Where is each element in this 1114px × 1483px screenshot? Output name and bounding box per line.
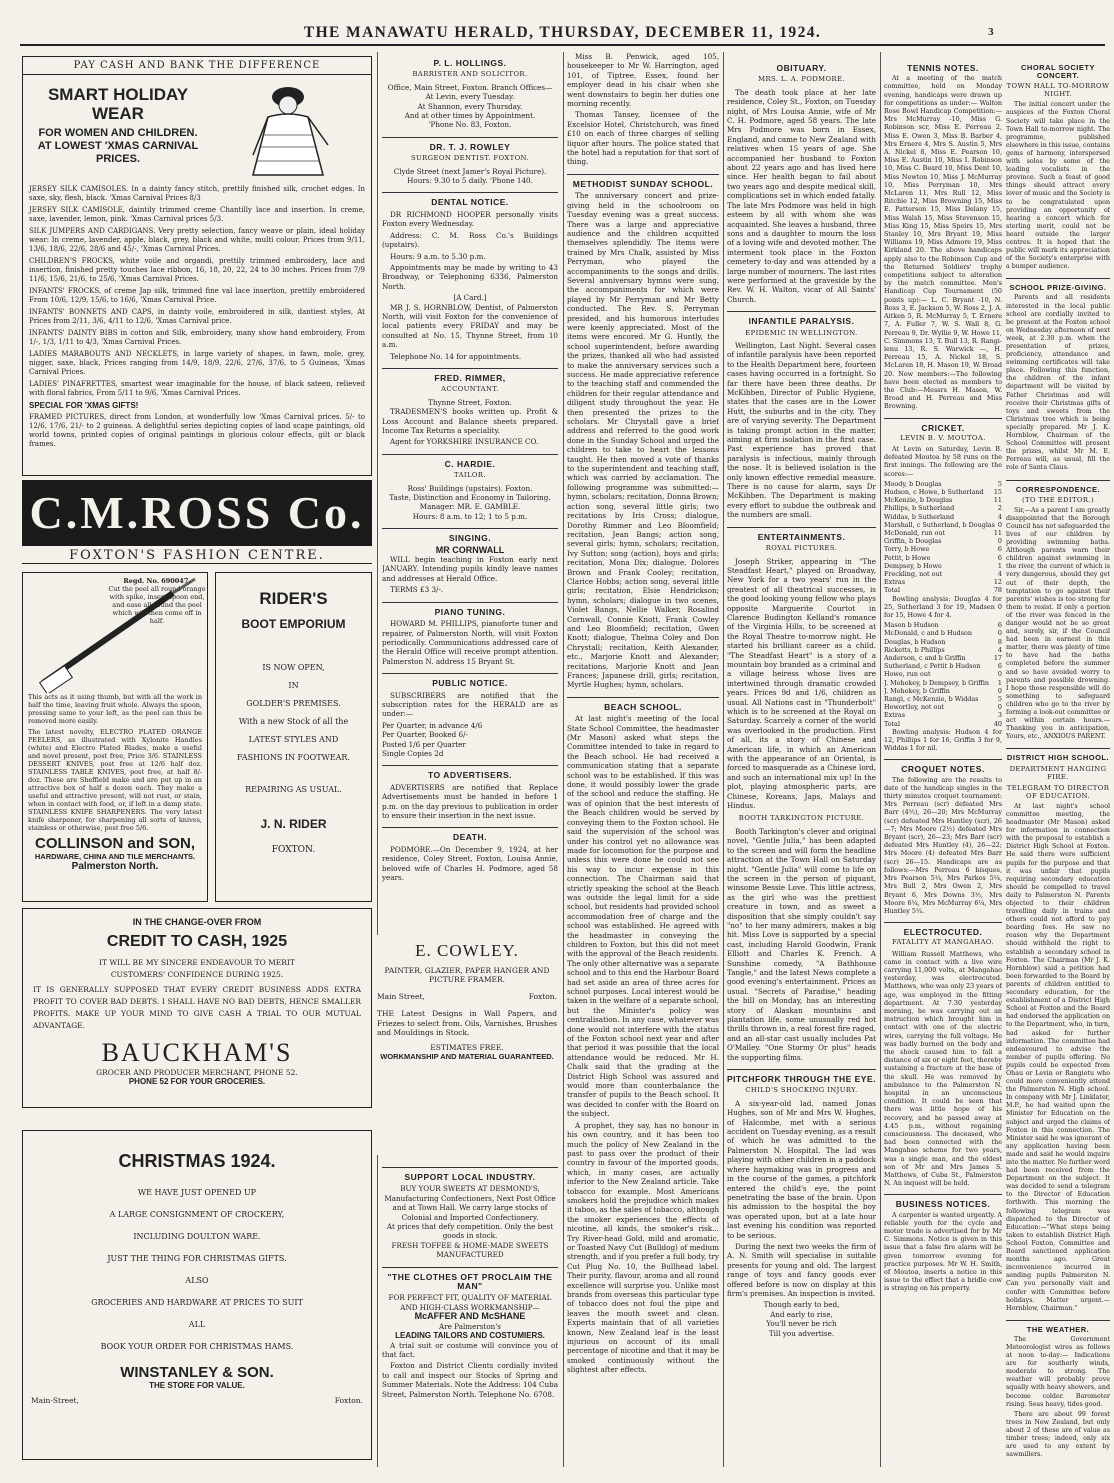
batsman: McDonald, c and b Hudson <box>884 629 973 638</box>
support-line: BUY YOUR SWEETS AT DESMOND'S, <box>400 1184 540 1194</box>
cowley-body: THE Latest Designs in Wall Papers, and Friezes to select from. Oils, Varnishes, Brushes and Mouldings in Stock. <box>377 1009 557 1037</box>
collinson-town: Palmerston North. <box>71 861 159 872</box>
batsman: Dempsey, b Howe <box>884 561 942 570</box>
runs: 11 <box>993 528 1002 537</box>
column-rule <box>377 52 378 1467</box>
public-heading: PUBLIC NOTICE. <box>382 673 558 688</box>
correspondence-body: Sir,—As a parent I am greatly disappointed that the Borough Council has not safeguarded the lives of our children by providing swimming baths. Although parents warn their children against swimming in the river, the current of which is very dangerous, should they get out of their depth, the temptation to go against their parents' wishes is too strong for them to resist. If only a portion of the river was fenced in the danger would not be so great and, surely, sir, if the Council had been in earnest in this matter, there was plenty of time to have had the baths completed before the summer and so have avoided worry to parents and possible drowning. I hope those responsible will do something to safeguard children who go to the river by forming a look-out committee or act within certain hours.—Thanking you in anticipation, Yours, etc., ANXIOUS PARENT. <box>1006 506 1110 741</box>
christmas-title: CHRISTMAS 1924. <box>118 1151 276 1171</box>
rimmer-line: Thynne Street, Foxton. <box>428 397 512 407</box>
collinson-name: COLLINSON and SON, <box>34 835 195 852</box>
verse-line: You'll never be rich <box>766 1319 837 1329</box>
dental-line: Hours: 9 a.m. to 5.30 p.m. <box>390 251 486 261</box>
cowley-guarantee: WORKMANSHIP AND MATERIAL GUARANTEED. <box>380 1051 554 1061</box>
column-news-1 <box>567 52 719 1467</box>
ross-tagline: FOXTON'S FASHION CENTRE. <box>22 548 372 564</box>
hardie-line: Manager: MR. E. GAMBLE. <box>419 502 521 512</box>
tennis-body: At a meeting of the match committee, held on Monday evening, handicaps were drawn up for competitions as under:— Walton Rose Bowl Handicap Competition:—Mrs McMurray -10, Miss G. Robinson scr, Miss E. Perreau 2, Miss E. Owen 3, Miss B. Barber 4, Mrs Ernere 4, Mrs S. Austin 5, Mrs A. Nickel 8, Miss E. Pearson 10, Miss E. Austin 10, Miss I. Robinson 10, Miss C. Beard 10, Miss Dent 10, Miss Newton 10, Miss J. McMurray 10, Miss Perryman 10, Mrs McLaren 11, Mrs Rull 12, Miss Ritchie 12, Miss Browning 15, Miss E. Patterson 15, Miss Delany 15, Miss Walsh 15, Miss Stevenson 15, Miss King 15, Miss Speirs 15, Mrs Stanley 10, Mrs Bryant 19, Miss Williams 19, Miss Admore 19, Miss Kirkland 20. The above handicaps apply also to the Robinson Cup and the Returned Soldiers' trophy competitions subject to alteration by the match committee. Men's Handicap Cup Tournament (50 points up):— L. C. Bryant -10, N. Ross 3, E. Jackson 5, W. Ross 2, J. A. Aitken 5, R. McMurray 5, T. Ernere 7, A. Fuller 7, W. S. Wall 8, G. Perreau 9, Dr. Wyllie 9, W. Howe 11, C. Simmons 13, T. Bull 13, R. Rangi-lenu 13, R. S. Warwick —, H. Perreau 15, A. Nickel 18, S. McLaren 18, H. Mason 19, W. Broad 20. New members:—The following have been elected as members to the Club:—Messrs H. Mason, W. Broad and H. Perreau and Miss Browning. <box>884 74 1002 411</box>
ross-item: INFANTS' BONNETS AND CAPS, in dainty voile, embroidered in silk, dantiest styles, At Prices from 2/11, 3/6, 4/11 to 12/6, 'Xmas Carnival price. <box>29 308 365 325</box>
rider-line: LATEST STYLES AND <box>248 735 339 744</box>
score-row <box>884 545 1002 553</box>
correspondence-subheading: (TO THE EDITOR.) <box>1021 495 1095 504</box>
methodist-heading: METHODIST SUNDAY SCHOOL. <box>567 174 719 189</box>
batsman: Torry, b Howe <box>884 545 930 554</box>
news-paragraph: Thomas Tansey, licensee of the Excelsior Hotel, Christchurch, was fined £10 on each of three charges of selling liquor after hours. The police stated that the hotel had a reputation for that sort of thing. <box>567 110 719 167</box>
ross-item: SILK JUMPERS AND CARDIGANS. Very pretty selection, fancy weave or plain, ideal holiday wear: In creme, lavender, apple, black, grey, black and white, multi colour. Prices from 9/11, 13/6, 18/6, 22/6, 28/6 and 45/-, 'Xmas Carnival Prices. <box>29 227 365 253</box>
ross-special: SPECIAL FOR 'XMAS GIFTS! <box>29 401 139 410</box>
cricket-heading: CRICKET. <box>884 418 1002 432</box>
score-row <box>884 654 1002 662</box>
beach-heading: BEACH SCHOOL. <box>567 697 719 712</box>
obituary-subheading: MRS. L. A. PODMORE. <box>758 75 845 84</box>
bauckham-line: IT WILL BE MY SINCERE ENDEAVOUR TO MERIT <box>99 958 295 967</box>
verse-line: And early to rise, <box>770 1309 833 1319</box>
dental-line: Telephone No. 14 for appointments. <box>390 351 522 361</box>
levin-scores <box>884 480 1002 595</box>
batsman: Ricketts, b Phillips <box>884 645 945 654</box>
column-news-3 <box>1006 52 1110 1467</box>
rowley-line: Clyde Street (next Jamer's Royal Picture). <box>393 166 547 176</box>
winstanley-line: BOOK YOUR ORDER FOR CHRISTMAS HAMS. <box>100 1342 294 1351</box>
clothes-line: FOR PERFECT FIT, QUALITY OF MATERIAL AND HIGH-CLASS WORKMANSHIP— <box>388 1293 552 1312</box>
bauckham-name: BAUCKHAM'S <box>101 1038 293 1067</box>
choral-subheading: TOWN HALL TO-MORROW NIGHT. <box>1006 82 1110 99</box>
runs: 2 <box>997 504 1002 513</box>
score-row <box>884 687 1002 695</box>
runs: 12 <box>993 578 1002 587</box>
clothes-line: A trial suit or costume will convince you of that fact. <box>382 1340 558 1359</box>
ross-banner: PAY CASH AND BANK THE DIFFERENCE <box>23 57 371 75</box>
advertisers-body: ADVERTISERS are notified that Replace Advertisements must be handed in before 1 p.m. on the day previous to publication in order to ensure their insertion in the next issue. <box>382 782 558 820</box>
batsman: Griffin, b Douglas <box>884 537 942 546</box>
levin-bowling: Bowling analysis: Douglas 4 for 25, Sutherland 3 for 19, Madsen 0 for 15, Howe 4 for 4. <box>884 594 1002 619</box>
weather-body: The Government Meteorologist wires as follows at noon to-day:— Indications are for southerly winds, moderate to strong. The weather will probably prove squally with heavy showers, and become colder. Barometer rising. Seas heavy, tides good. <box>1006 1335 1110 1408</box>
batsman: J. Mohekey, b Griffin <box>884 686 950 695</box>
masthead <box>20 24 1105 46</box>
winstanley-line: JUST THE THING FOR CHRISTMAS GIFTS. <box>107 1254 287 1263</box>
entertainments-heading: ENTERTAINMENTS. <box>727 527 876 542</box>
runs: 6 <box>997 662 1002 671</box>
rider-town: FOXTON. <box>271 845 316 855</box>
prize-heading: SCHOOL PRIZE-GIVING. <box>1006 278 1110 292</box>
page-number: 3 <box>988 26 995 38</box>
paralysis-subheading: EPIDEMIC IN WELLINGTON. <box>745 328 858 337</box>
winstanley-line: INCLUDING DOULTON WARE. <box>133 1232 261 1241</box>
dental-line: DR RICHMOND HOOPER personally visits Foxton every Wednesday. <box>382 209 558 229</box>
bauckham-head: IN THE CHANGE-OVER FROM <box>132 917 262 927</box>
public-body: SUBSCRIBERS are notified that the subscription rates for the HERALD are as under:— <box>382 690 558 719</box>
moutoa-scores <box>884 621 1002 728</box>
news-paragraph: Miss B. Penwick, aged 105, housekeeper to Mr W. Harrington, aged 101, of Tiptree, Essex, found her employer dead in his chair when she went downstairs to begin her duties one morning recently. <box>567 52 719 109</box>
runs: 0 <box>997 537 1002 546</box>
croquet-body: The following are the results to date of the handicap singles in the thirty minutes croquet tournament: Mrs Perreau (scr) defeated Mrs Barr (4½), 26—20; Mrs McMurray (scr) defeated Mrs Huntley (scr), 26—7; Mrs Moore (2½) defeated Mrs Bryant (scr), 26—23; Mrs Barr (scr) defeated Mrs Huntley (4), 26—22; Mrs Moore (4) defeated Mrs Barr (scr) 26—15. Handicaps are as follows:—Mrs Perreau 6 bisques, Mrs Pearson 5¼, Mrs Parkes 5¼, Mrs Bull 2, Mrs Owen 2, Mrs Bryant 6, Mrs Downs 3½, Mrs Moore 6¼, Mrs McMurray 6¼, Mrs Huntley 5¼. <box>884 775 1002 915</box>
prize-body: Parents and all residents interested in the local public school are cordially invited to be present at the Foxton school on Wednesday afternoon of next week, at 2.30 p.m. when the presentation of prizes, proficiency, attendance and swimming certificates will take place. Following this function, the children of the infant department will be visited by Father Christmas and will receive their Christmas gifts of toys and sweets from the Christmas tree which is being specially prepared. Mr J. K. Hornblow, Chairman of the School Committee will present the prizes, whilst Mr M. E. Perreau will, as usual, fill the role of Santa Claus. <box>1006 294 1110 472</box>
batsman: Hudson, c Howe, b Sutherland <box>884 487 984 496</box>
bauckham-phone: PHONE 52 FOR YOUR GROCERIES. <box>128 1077 266 1086</box>
batsman: Mason b Hudson <box>884 621 939 630</box>
choral-body: The initial concert under the auspices of the Foxton Choral Society will take place in the Town Hall to-morrow night. The programme, published elsewhere in this issue, contains gems of harmony, interspersed with solos by some of the leading vocalists in the province. Such a feast of good things should attract every lover of music and the Society is to be congratulated upon providing an opportunity of hearing a concert which for sterling merit, could not be heard outside the larger centres. It is hoped that the public will mark its appreciation of the Society's enterprise with a bumper audience. <box>1006 101 1110 271</box>
score-row <box>884 480 1002 488</box>
winstanley-street: Main-Street, <box>31 1396 79 1405</box>
score-row <box>884 578 1002 586</box>
choral-heading: CHORAL SOCIETY CONCERT. <box>1021 63 1095 81</box>
batsman: J. Mohekey, b Dempsey, b Griffin <box>884 678 989 687</box>
entertainments-body: Joseph Striker, appearing in "The Steadfast Heart," played on Broadway, New York for a two years' run in the greatest of all theatrical successes, is the good looking young fellow who plays opposite Marguerite Courtot in Clarence Budington Kelland's romance of the Virginia Hills, to be screened at the Royal Theatre to-morrow night. He started his brilliant career as a child. "The Steadfast Heart" is a story of a mountain boy branded as a criminal and a village heiress whose lives are intertwined through dramatic crowded years. Prices 9d and 1/6, children as usual. All Nations cast in "Thunderbolt" which is to be screened at the Royal on Saturday. Scarcely a corner of the world was overlooked in the production. First of all, its a story of Chinese and American life, in which an American with the appearance of an Oriental, is forced to masquerade as a Chinese lord, and such an international mix up! In the plot, playing atmospheric parts, are Chinese, Koreans, Japs, Malays and Hindus. <box>727 556 876 811</box>
cricket-body: At Levin on Saturday, Levin B. defeated Moutoa by 58 runs on the first innings. The following are the scores:— <box>884 444 1002 478</box>
booth-body: Booth Tarkington's clever and original novel, "Gentle Julia," has been adapted to the screen and will form the headline attraction at the Town Hall on Saturday night. "Gentle Julia" will come to life on the screen in the person of piquant, winsome Bessie Love. This little actress, as the girl who was the prettiest creature in town, and as sweet a disposition that she simply couldn't say "no" to her many admirers, makes a big hit. Miss Love is supported by a special cast, including Harold Goodwin, Frank Elliott and Charles K. French. A Sunshine comedy, "A Bathhouse Tangle," and the latest News complete a good evening's entertainment. Prices as usual. "Secrets of Paradise," heading the bill on Monday, has an interesting story of Alaskan mountains and plantation life, some unusually red hot thrills thrown in, a real forest fire raged, and an all-star cast usually includes Pat O'Malley. "One Stormy Or plus" heads the supporting films. <box>727 826 876 1062</box>
ross-logo: C.M.ROSS Co. <box>22 480 372 546</box>
tobacco-paragraph: A prophet, they say, has no honour in his own country, and it has been too much the policy of New Zealand in the past to pass over the product of their country in favour of the imported goods, which, in many cases, are actually inferior to the New Zealand article. Take tobacco for example. Most Americans smokers hold the prejudice which makes it taboo, as the sales of tobacco, although the smoker experiences the effects of nicotine, all kinds, the smoker's risk... Try River-head Gold, mild and aromatic, or Toasted Navy Cut (Bulldog) of medium strength, and if you prefer a full body, try Cut Plug No. 10, the Bullhead label. Their purity, flavour, aroma and all round excellence will surprise you. Unlike most brands from overseas this particular type of tobacco does not foul the pipe and leaves the mouth sweet and clean. Experts maintain that of all varieties known, New Zealand leaf is the least injurious on account of its small percentage of nicotine and that it may be smoked continuously without the slightest after effects. <box>567 1120 719 1375</box>
batsman: Pettit, b Howe <box>884 553 931 562</box>
clothes-line: Are Palmerston's <box>439 1321 501 1331</box>
ross-item: LADIES' PINAFRETTES, smartest wear imaginable for the house, of black sateen, relieved with floral fabrics, From 5/11 to 9/6, 'Xmas Carnival Prices. <box>29 380 365 397</box>
bauckham-line: IT IS GENERALLY SUPPOSED THAT EVERY CREDIT BUSINESS ADDS EXTRA PROFIT TO COVER BAD DEBTS. I SHALL HAVE NO BAD DEBTS, HENCE SMALLER PROFITS. MAKE UP YOUR MIND TO GIVE CASH A TRIAL TO OUR MUTUAL ADVANTAGE. <box>33 985 361 1030</box>
batsman: Total <box>884 586 901 595</box>
hollings-title: BARRISTER AND SOLICITOR. <box>412 70 528 79</box>
singing-teacher: MR CORNWALL <box>435 544 505 555</box>
hollings-line: Office, Main Street, Foxton. Branch Offices— <box>387 82 553 92</box>
rider-line: REPAIRING AS USUAL. <box>245 785 342 794</box>
bauckham-line: CUSTOMERS' CONFIDENCE DURING 1925. <box>110 970 284 979</box>
support-heading: SUPPORT LOCAL INDUSTRY. <box>382 1167 558 1182</box>
clothes-line: LEADING TAILORS AND COSTUMIERS. <box>395 1331 545 1341</box>
runs: 15 <box>993 487 1002 496</box>
correspondence-heading: CORRESPONDENCE. <box>1006 480 1110 494</box>
clothes-firm: McAFFER AND McSHANE <box>414 1311 526 1322</box>
runs: 6 <box>997 553 1002 562</box>
column-rule <box>563 52 564 1467</box>
business-heading: BUSINESS NOTICES. <box>884 1194 1002 1208</box>
score-row <box>884 695 1002 703</box>
cowley-trade: PAINTER, GLAZIER, PAPER HANGER AND PICTURE FRAMER. <box>384 966 550 984</box>
runs: 11 <box>993 496 1002 505</box>
singing-terms: TERMS £3 3/-. <box>390 585 444 595</box>
ross-item: INFANTS' FROCKS, of creme Jap silk, trimmed fine val lace insertion, prettily embroidered From 10/6, 12/9, 15/6, to 16/6, 'Xmas Carnival Price. <box>29 287 365 304</box>
pitchfork-heading: PITCHFORK THROUGH THE EYE. <box>727 1069 876 1084</box>
bauckham-trade: GROCER AND PRODUCER MERCHANT, PHONE 52. <box>96 1068 298 1077</box>
rimmer-line: Agent for YORKSHIRE INSURANCE CO. <box>390 437 539 447</box>
death-notice: PODMORE.—On December 9, 1924, at her residence, Coley Street, Foxton, Louisa Annie, beloved wife of Charles H. Podmore, aged 58 years. <box>382 844 558 883</box>
bauckham-advertisement <box>22 908 372 1108</box>
rider-subtitle: BOOT EMPORIUM <box>241 617 346 631</box>
score-row <box>884 488 1002 496</box>
runs: 4 <box>997 645 1002 654</box>
score-row <box>884 562 1002 570</box>
runs: 0 <box>997 520 1002 529</box>
runs: 6 <box>997 545 1002 554</box>
support-line: At prices that defy competition. Only the best goods in stock. <box>386 1222 554 1241</box>
score-row <box>884 629 1002 637</box>
death-heading: DEATH. <box>382 827 558 842</box>
dental-line: Address: C. M. Ross Co.'s Buildings (upstairs). <box>382 230 558 250</box>
score-row <box>884 513 1002 521</box>
entertainments-subheading: ROYAL PICTURES. <box>765 544 838 553</box>
score-row <box>884 703 1002 711</box>
ross-item: LADIES MARABOUTS AND NECKLETS, in large variety of shapes, in fawn, mole, grey, nigger, saxe, black, Prices ranging from 14/9, 18/9, 22/6, 27/6, 37/6, to 5 Guineas, 'Xmas Carnival Prices. <box>29 350 365 376</box>
runs: 6 <box>997 621 1002 630</box>
batsman: Moody, b Douglas <box>884 479 942 488</box>
advertisers-heading: TO ADVERTISERS. <box>382 765 558 780</box>
runs: 1 <box>997 678 1002 687</box>
runs: 4 <box>997 512 1002 521</box>
hardie-line: Ross' Buildings (upstairs). Foxton. <box>407 483 533 493</box>
batsman: Total <box>884 719 901 728</box>
winstanley-line: GROCERIES AND HARDWARE AT PRICES TO SUIT <box>91 1298 303 1307</box>
methodist-body: The anniversary concert and prize-giving held in the schoolroom on Tuesday evening was a great success. There was a large and appreciative audience and the children acquitted themselves splendidly. The items were trained by Mrs Chalk, assisted by Miss Perryman, who played the accompaniments to the songs and drills. Several anniversary hymns were sung, the accompaniments for which were played by Mr Perryman and Mr Betty conducted. The Rev. S. Perryman presided, and his humorous interludes were keenly appreciated. Most of the items were encored. Mr G. Huntly, the school superintendent, before awarding the prizes, thanked all who had assisted to make the anniversary services such a success. He made appreciative reference to the teaching staff and commended the children for their regular attendance and diligent study throughout the year. He then presented the prizes to the scholars. Mr Chrystall gave a brief address and referred to the good work done in the Sunday School and urged the children to take to heart the lessons taught. He then moved a vote of thanks to the superintendent and teaching staff, which was carried by acclamation. The following programme was submitted:— hymn, scholars; recitation, Donna Brown; action song, several little girls; two recitations by Iris Cross; dialogue, Dorothy Rimmer and Leo Bloomfield; recitation, Jean Bangs; action song, several girls; hymn, scholars; recitation, Ivy Sutton; song (action), boys and girls; recitation, Mona Dix; dialogue, Dolores Brown and Frank Cooley; recitation, Clarice Hobbs; action song, several little girls; recitation, Elsie Hendrickson; hymn, scholars; dialogue in two scenes, Violet Bangs, Nellie Walker, Rosalind Cornwall, Connie Knott, Frank Cowley and Leo Bloomfield; recitation, Gwen Knott; dialogue, Thelma Coley and Don Chrystall; recitation, Keith Alexander, etc., Marjorie Knott and Alexander; recitations, Marjorie Knott and Jean Frances; Japanese drill, girls; recitation, Myrtle Hughes; hymn, scholars. <box>567 191 719 690</box>
rimmer-name: FRED. RIMMER, <box>382 368 558 383</box>
hardie-name: C. HARDIE. <box>382 454 558 469</box>
rimmer-line: TRADESMEN'S books written up. Profit & Loss Account and Balance sheets prepared. Income Tax Returns a speciality. <box>382 407 558 435</box>
ross-item: JERSEY SILK CAMISOLES. In a dainty fancy stitch, prettily finished silk, crochet edges. In saxe, sky, flesh, black. 'Xmas Carnival Prices 8/3 <box>29 185 365 202</box>
hardie-line: Taste, Distinction and Economy in Tailoring. <box>389 493 551 503</box>
singing-heading: SINGING. <box>382 528 558 543</box>
score-row <box>884 621 1002 629</box>
dhs-body: At last night's school committee meeting, the headmaster (Mr Mason) asked for information in connection with the proposal to establish a District High School at Foxton. He said there were sufficient pupils for the purpose and that it was unfair that pupils requiring secondary education should be compelled to travel daily to Palmerston N. Parents objected to their children travelling daily in trains and others could not afford to pay boarding fees. He saw no reason why the Department should withhold the right to establish a secondary school in Foxton. The Chairman (Mr J. K. Hornblow) said a petition had been forwarded to the Board by parents of children entitled to secondary education, for the establishment of a District High School at Foxton and the Board had endorsed the application on to the Department, who, in turn, had asked for further information. The committee had endeavoured to advise the number of pupils offering. No pupils could be expected from Ohau or Levin or Rangiotu who could more conveniently attend the Palmerston N. High school. In company with Mr J. Linklater, M.P., he had waited upon the Minister for Education on the subject and urged the claims of Foxton in this connection. The Minister said he was ignorant of any application having been made and said he would inquire into the matter. No further word had been received from the Department on the subject. It was decided to send a telegram to the Director of Education forthwith. This morning the following telegram was dispatched to the Director of Education:—"What steps being taken to establish District High School Foxton, Committee and Board sanctioned application months ago. Great inconvenience incurred in sending pupils Palmerston N. Can you personally visit and confer with Committee before holidays. Matter urgent.—Hornblow, Chairman." <box>1006 802 1110 1312</box>
winstanley-tagline: THE STORE FOR VALUE. <box>149 1381 245 1390</box>
peeler-instructions: Cut the peel all round orange with spike, insert spoon end, and ease all round the peel which will then come off in half. <box>108 585 206 625</box>
hollings-line: And at other times by Appointment. <box>404 111 536 121</box>
cowley-advertisement <box>377 935 557 1155</box>
cricket-subheading: LEVIN B. V. MOUTOA. <box>900 433 986 442</box>
cowley-town: Foxton. <box>528 992 557 1001</box>
pitchfork-body: A six-year-old lad, named Jonas Hughes, son of Mr and Mrs W. Hughes, of Halcombe, met with a serious accident on Tuesday evening, as a result of which he was admitted to the Palmerston N. Hospital. The lad was playing with other children in a paddock where haymaking was in progress and in the course of the games, a pitchfork entered the child's eye, the point penetrating the base of the brain. Upon his admission to the hospital the boy was operated upon, but at a late hour last evening his condition was reported to be serious. <box>727 1098 876 1240</box>
ross-item: INFANTS' DAINTY BIBS in cotton and Silk, embroidery, many show hand embroidery, From 1/-, 1/3, 1/11 to 4/3, 'Xmas Carnival Prices. <box>29 329 365 346</box>
winstanley-line: ALSO <box>185 1276 209 1285</box>
runs: 17 <box>993 654 1002 663</box>
piano-body: HOWARD M. PHILLIPS, pianoforte tuner and repairer, of Palmerston North, will visit Foxton periodically. Communications addressed care of the Herald Office will receive prompt attention. Palmerston N. address 15 Bryant St. <box>382 619 558 666</box>
batsman: Douglas, b Hudson <box>884 637 946 646</box>
cowley-name: E. COWLEY. <box>415 941 519 960</box>
ross-subheadline-2: AT LOWEST 'XMAS CARNIVAL PRICES. <box>37 140 199 165</box>
ross-item: CHILDREN'S FROCKS, white voile and organdi, prettily trimmed embroidery, lace and insertion, finished pretty touches lace ribbon, 16, 18, 20, 22, 24 to 30 inches. Prices from 7/9 11/6, 15/6, 21/6, to 25/6, 'Xmas Carnival Prices. <box>29 257 365 283</box>
rider-line: FASHIONS IN FOOTWEAR. <box>237 753 350 762</box>
score-row <box>884 529 1002 537</box>
ross-item: JERSEY SILK CAMISOLE, daintily trimmed creme Chantilly lace and insertion. In creme, saxe, lavender, lemon, pink. 'Xmas Carnival prices 5/3. <box>29 206 365 223</box>
score-row <box>884 662 1002 670</box>
dental-heading: DENTAL NOTICE. <box>382 192 558 207</box>
electrocuted-heading: ELECTROCUTED. <box>884 922 1002 936</box>
runs: 0 <box>997 629 1002 638</box>
ross-subheadline: FOR WOMEN AND CHILDREN. <box>38 127 198 139</box>
clothes-quote: "THE CLOTHES OFT PROCLAIM THE MAN" <box>382 1267 558 1292</box>
winstanley-name: WINSTANLEY & SON. <box>120 1364 274 1381</box>
batsman: Rangi, c McKenzie, b Widdas <box>884 695 979 704</box>
batsman: Marshall, c Sutherland, b Douglas <box>884 520 995 529</box>
runs: 3 <box>997 711 1002 720</box>
winstanley-line: WE HAVE JUST OPENED UP <box>137 1188 257 1197</box>
runs: 1 <box>997 561 1002 570</box>
ross-item-list <box>23 185 371 449</box>
rider-line: GOLDER'S PREMISES. <box>246 699 341 708</box>
pitchfork-subheading: CHILD'S SHOCKING INJURY. <box>745 1086 858 1095</box>
cowley-street: Main Street, <box>377 992 425 1001</box>
collinson-body: The latest novelty, ELECTRO PLATED ORANGE PEELERS, as illustrated with Xylonite Handles (white) and Electro Plated Blades, make a useful and novel present, post free, Price 3/6. STAINLESS DESSERT KNIVES, post free at 12/6 half doz. STAINLESS TABLE KNIVES, post free, at half 8/- doz. These are Sheffield make and are put up in an attractive box of half a dozen each. They make a useful and attractive present, will not rust, or stain, when in contact with food, or, if left in a damp state. STAINLESS KNIFE SHARPENERS. The very latest knife sharpener, for sharpening all sorts of knives, stainless or otherwise, post free 5/6. <box>28 728 202 832</box>
score-row <box>884 670 1002 678</box>
hollings-line: At Shannon, every Thursday. <box>417 101 523 111</box>
score-row <box>884 554 1002 562</box>
score-row <box>884 504 1002 512</box>
score-row <box>884 496 1002 504</box>
rimmer-title: ACCOUNTANT. <box>441 385 499 394</box>
runs: 40 <box>993 719 1002 728</box>
dental-line: MR J. S. HORNBLOW, Dentist, of Palmerston North, will visit Foxton for the convenience of local patients every FRIDAY and may be consulted at No. 15, Thynne Street, from 10 a.m. <box>382 302 558 350</box>
score-row <box>884 646 1002 654</box>
obituary-heading: OBITUARY. <box>776 63 827 73</box>
ross-advertisement <box>22 56 372 476</box>
batsman: McKenzie, b Douglas <box>884 496 953 505</box>
batsman: Extras <box>884 711 905 720</box>
runs: 0 <box>997 703 1002 712</box>
tennis-heading: TENNIS NOTES. <box>907 63 979 73</box>
booth-heading: BOOTH TARKINGTON PICTURE. <box>738 814 865 823</box>
rider-title: RIDER'S <box>259 589 328 608</box>
bauckham-big: CREDIT TO CASH, 1925 <box>106 933 288 950</box>
column-rule <box>880 52 881 1467</box>
beach-body: At last night's meeting of the local State School Committee, the headmaster (Mr Mason) asked what steps the Committee intended to take in regard to the Beach school. He had received a communication stating that a separate school was to be established. If this was done, it would possibly lower the grade of the school and reduce the staffing. He was of opinion that the best interests of the Beach children would be served by conveying them to the Foxton school. He said the supervision of the school was under his control yet no allowance was made for locomotion for the purpose and unless this were done he could not see his way to incur expense in this connection. The Chairman said that strictly speaking the school at the Beach was outside the legal limit for a side school, but residents had provided school accommodation free of charge and the school was established. He agreed with the headmaster in conveying the children to Foxton, but this did not meet with the approval of the Beach residents. The only other alternative was a separate school and to this end the Harbour Board had set aside an area of three acres for school purposes. Local interest would be taken in the welfare of a separate school, but the Minister's policy was centralisation. In any case, whatever was done would not interfere with the status of the Foxton school next year and after that period it was possible that the local attendance would be reduced. Mr H. Chalk said that the grading at the District High School was assured and would more than counterbalance the transfer of pupils to the Beach school. It was decided to confer with the Board on the subject. <box>567 714 719 1119</box>
batsman: McDonald, run out <box>884 528 946 537</box>
column-rule <box>723 52 724 1467</box>
batsman: Howe, run out <box>884 670 931 679</box>
rider-line: IN <box>288 681 299 690</box>
winstanley-line: ALL <box>188 1320 206 1329</box>
singing-body: WILL begin teaching in Foxton early next JANUARY. Intending pupils kindly leave names and addresses at Herald Office. <box>382 555 558 583</box>
collinson-advertisement <box>22 572 208 902</box>
peeler-thumb-note: This acts as it using thumb, but with all the work in half the time, leaving fruit whole. Always the spoon, pressing same to your left, as the peel can thus be removed more easily. <box>28 693 202 725</box>
score-row <box>884 570 1002 578</box>
batsman: Sutherland, c Pettit b Hudson <box>884 662 981 671</box>
batsman: Hewortley, not out <box>884 703 945 712</box>
runs: 0 <box>997 670 1002 679</box>
runs: 0 <box>997 686 1002 695</box>
dhs-subheading: DEPARTMENT HANGING FIRE. <box>1009 764 1107 781</box>
electrocuted-body: William Russell Matthews, who came in contact with a live wire carrying 11,000 volts, at Mangahao yesterday, was electrocuted. Matthews, who was only 23 years of age, was employed in the fitting department. At 7.30 yesterday morning, he was carrying out an instruction which brought him in contact with one of the electric wires, carrying the full voltage. He was badly burned on the body and the shock caused him to fall a distance of six or eight feet, thereby sustaining a fracture at the base of the skull. He was removed by ambulance to the Palmerston N. hospital in an unconscious condition. It could be seen that there was little hope of his recovery, and he passed away at 4.45 p.m., without regaining consciousness. The deceased, who had been connected with the Mangahao scheme for two years, was a single man, and the eldest son of Mr and Mrs James S. Matthews, of Cuba St., Palmerston N. An inquest will be held. <box>884 949 1002 1188</box>
moutoa-bowling: Bowling analysis: Hudson 4 for 12, Phillips 1 for 16, Griffin 3 for 9, Widdas 1 for nil. <box>884 727 1002 753</box>
batsman: Widdas, b Sutherland <box>884 512 955 521</box>
dhs-subheading-2: TELEGRAM TO DIRECTOR OF EDUCATION. <box>1006 783 1110 800</box>
winstanley-line: A LARGE CONSIGNMENT OF CROCKERY, <box>109 1210 285 1219</box>
rowley-title: SURGEON DENTIST. FOXTON. <box>410 154 530 163</box>
rowley-name: DR. T. J. ROWLEY <box>382 137 558 152</box>
column-news-2 <box>727 52 876 1467</box>
rate-line: Per Quarter, in advance 4/6 <box>382 720 483 730</box>
rider-advertisement <box>215 572 372 902</box>
rider-line: With a new Stock of all the <box>238 717 349 726</box>
hardie-title: TAILOR. <box>454 471 486 480</box>
obituary-body: The death took place at her late residence, Coley St., Foxton, on Tuesday night, of Mrs Louisa Annie, wife of Mr C. H. Podmore, aged 58 years. The late Mrs Podmore was born in Essex, England, and came to New Zealand with relatives when 15 years of age. She accompanied her husband to Foxton about 22 years ago and has lived here since. Her health began to fail about two years ago and despite medical skill, complications set in which ended fatally. The late Mrs Podmore was held in high esteem by all with whom she was acquainted. She leaves a husband, three sons and a daughter to mourn the loss of a loving wife and devoted mother. The interment took place in the Foxton cemetery to-day and was attended by a large number of mourners. The last rites were performed at the graveside by the Rev. W. H. Walton, vicar of All Saints' Church. <box>727 87 876 304</box>
score-row <box>884 711 1002 719</box>
rate-line: Per Quarter, Booked 6/- <box>382 730 468 740</box>
masthead-title: THE MANAWATU HERALD, THURSDAY, DECEMBER 11, 1924. <box>303 24 822 41</box>
croquet-heading: CROQUET NOTES. <box>884 759 1002 773</box>
runs: 78 <box>993 586 1002 595</box>
rider-name: J. N. RIDER <box>260 817 327 831</box>
winstanley-town: Foxton. <box>334 1396 363 1405</box>
column-sport <box>884 52 1002 1467</box>
ross-headline: SMART HOLIDAY WEAR <box>47 85 189 123</box>
trees-paragraph: There are about 99 forest trees in New Zealand, but only about 2 of these are of value as timber trees; indeed, only six are used to any extent by sawmillers. <box>1006 1410 1110 1459</box>
rowley-line: Hours: 9.30 to 5 daily. 'Phone 140. <box>407 176 533 186</box>
verse-line: Till you advertise. <box>768 1328 835 1338</box>
paralysis-heading: INFANTILE PARALYSIS. <box>727 311 876 326</box>
score-row <box>884 638 1002 646</box>
ross-item: FRAMED PICTURES, direct from London, at wonderfully low 'Xmas Carnival prices. 5/- to 12/6, 17/6, 21/- to 2 guineas. A delightful series depicting copies of land scape paintings, old world towns, printed copies of original paintings in glorious colour effects, gilt or black frames. <box>29 413 365 448</box>
batsman: Anderson, c and b Griffin <box>884 654 966 663</box>
collinson-trade: HARDWARE, CHINA AND TILE MERCHANTS. <box>34 852 196 861</box>
runs: 5 <box>997 695 1002 704</box>
cowley-estimates: ESTIMATES FREE. <box>430 1042 504 1052</box>
score-row <box>884 720 1002 728</box>
score-row <box>884 521 1002 529</box>
score-row <box>884 679 1002 687</box>
batsman: Extras <box>884 578 905 587</box>
hollings-name: P. L. HOLLINGS. <box>433 58 507 68</box>
clothes-line: Foxton and District Clients cordially invited to call and inspect our Stocks of Spring and Summer Materials. Note the Address: 104 Cuba Street, Palmerston North. Telephone No. 6708. <box>382 1361 558 1399</box>
winstanley-advertisement <box>22 1130 372 1460</box>
smith-paragraph: During the next two weeks the firm of A. N. Smith will specialise in suitable presents for young and old. The largest range of toys and fancy goods ever offered before is now on display at this firm's premises. An inspection is invited. <box>727 1241 876 1298</box>
score-row <box>884 537 1002 545</box>
rate-line: Single Copies 2d <box>382 748 444 758</box>
weather-heading: THE WEATHER. <box>1006 1320 1110 1334</box>
rate-line: Posted 1/6 per Quarter <box>382 739 466 749</box>
fashion-illustration <box>213 75 363 185</box>
verse-line: Though early to bed, <box>763 1300 840 1310</box>
business-body: A carpenter is wanted urgently. A reliable youth for the cycle and motor trade is advertised for by Mr C. Simmons. Notice is given in this issue that a false fire alarm will be given tomorrow evening for practice purposes. Mr W. H. Smith, of Moutoa, inserts a notice in this issue to the effect that a bridle cow is straying on his property. <box>884 1210 1002 1293</box>
batsman: Phillips, b Sutherland <box>884 504 955 513</box>
hollings-line: At Levin, every Tuesday. <box>425 92 515 102</box>
score-row <box>884 586 1002 594</box>
dhs-heading: DISTRICT HIGH SCHOOL. <box>1006 748 1110 762</box>
column-professional-notices <box>382 52 558 932</box>
support-line: FRESH TOFFEE & HOME-MADE SWEETS MANUFACTURED <box>391 1240 549 1260</box>
electrocuted-subheading: FATALITY AT MANGAHAO. <box>891 938 995 947</box>
rider-line: IS NOW OPEN, <box>262 663 325 672</box>
dental-line: [A Card.] <box>453 293 487 303</box>
runs: 8 <box>997 637 1002 646</box>
piano-heading: PIANO TUNING. <box>382 602 558 617</box>
runs: 4 <box>997 569 1002 578</box>
batsman: Freckling, not out <box>884 569 943 578</box>
dental-line: Appointments may be made by writing to 43 Broadway, or Telephoning 6336, Palmerston North. <box>382 262 558 291</box>
support-line: Manufacturing Confectioners, Next Post Office and at Town Hall. We carry large stocks of Colonial and Imported Confectionery. <box>384 1193 556 1222</box>
hardie-line: Hours: 8 a.m. to 12; 1 to 5 p.m. <box>412 511 528 521</box>
paralysis-body: Wellington, Last Night. Several cases of infantile paralysis have been reported to the Health Department here, fourteen cases having occurred in a fortnight. So far there have been three deaths. Dr McKibben, Director of Public Hygiene, states that the cases are in the Lower Hutt, the suburbs and in the city. They are of varying severity. The Department is taking prompt action in the matter, aiming at firm isolation in the first case. Past experience has proved that paralysis is infectious, mainly through the nose. It is believed isolation is the only known effective remedial measure. There is no cause for alarm, says Dr McKibben. The Department is making every effort to subdue the outbreak and the numbers are small. <box>727 340 876 520</box>
column-lower-ads <box>382 1160 558 1470</box>
hollings-line: 'Phone No. 83, Foxton. <box>428 120 512 130</box>
runs: 5 <box>997 479 1002 488</box>
regd-number: Regd. No. 690047. <box>123 577 191 585</box>
